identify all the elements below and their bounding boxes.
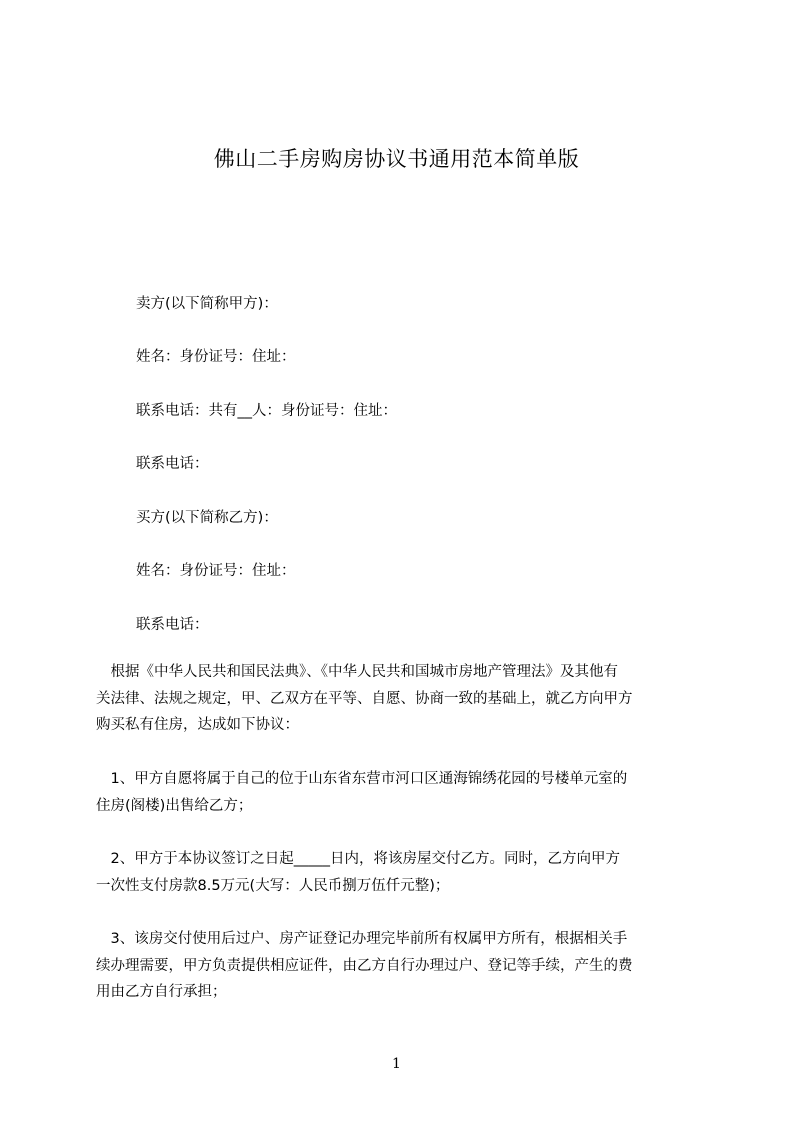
seller-id-line: 姓名：身份证号：住址： xyxy=(136,349,296,365)
intro-line-1: 根据《中华人民共和国民法典》、《中华人民共和国城市房地产管理法》及其他有 xyxy=(96,664,618,680)
seller-contact-line-2: 联系电话： xyxy=(136,456,209,472)
document-title: 佛山二手房购房协议书通用范本简单版 xyxy=(213,147,580,171)
clause-1 xyxy=(96,766,708,819)
seller-contact-line: 联系电话：共有__人：身份证号：住址： xyxy=(136,403,397,419)
intro-line-2: 关法律、法规之规定，甲、乙双方在平等、自愿、协商一致的基础上，就乙方向甲方 xyxy=(96,690,633,707)
clause-3 xyxy=(96,926,708,1006)
buyer-id-line: 姓名：身份证号：住址： xyxy=(136,563,296,579)
clause-1-line-1: 1、甲方自愿将属于自己的位于山东省东营市河口区通海锦绣花园的号楼单元室的 xyxy=(96,771,628,787)
clause-2 xyxy=(96,846,708,899)
clause-2-line-1: 2、甲方于本协议签订之日起_____日内，将该房屋交付乙方。同时，乙方向甲方 xyxy=(96,851,620,867)
seller-heading: 卖方(以下简称甲方)： xyxy=(136,296,278,312)
clause-3-line-2: 续办理需要，甲方负责提供相应证件，由乙方自行办理过户、登记等手续，产生的费 xyxy=(96,957,633,974)
intro-line-3: 购买私有住房，达成如下协议： xyxy=(96,717,299,733)
clause-2-line-2: 一次性支付房款8.5万元(大写：人民币捌万伍仟元整)； xyxy=(96,877,450,894)
buyer-contact-line: 联系电话： xyxy=(136,617,209,633)
buyer-heading: 买方(以下简称乙方)： xyxy=(136,510,278,526)
clause-3-line-3: 用由乙方自行承担； xyxy=(96,984,227,1000)
clause-1-line-2: 住房(阁楼)出售给乙方； xyxy=(96,797,253,814)
page-number: 1 xyxy=(392,1056,401,1072)
clause-3-line-1: 3、该房交付使用后过户、房产证登记办理完毕前所有权属甲方所有，根据相关手 xyxy=(96,931,628,947)
intro-paragraph xyxy=(96,659,708,739)
